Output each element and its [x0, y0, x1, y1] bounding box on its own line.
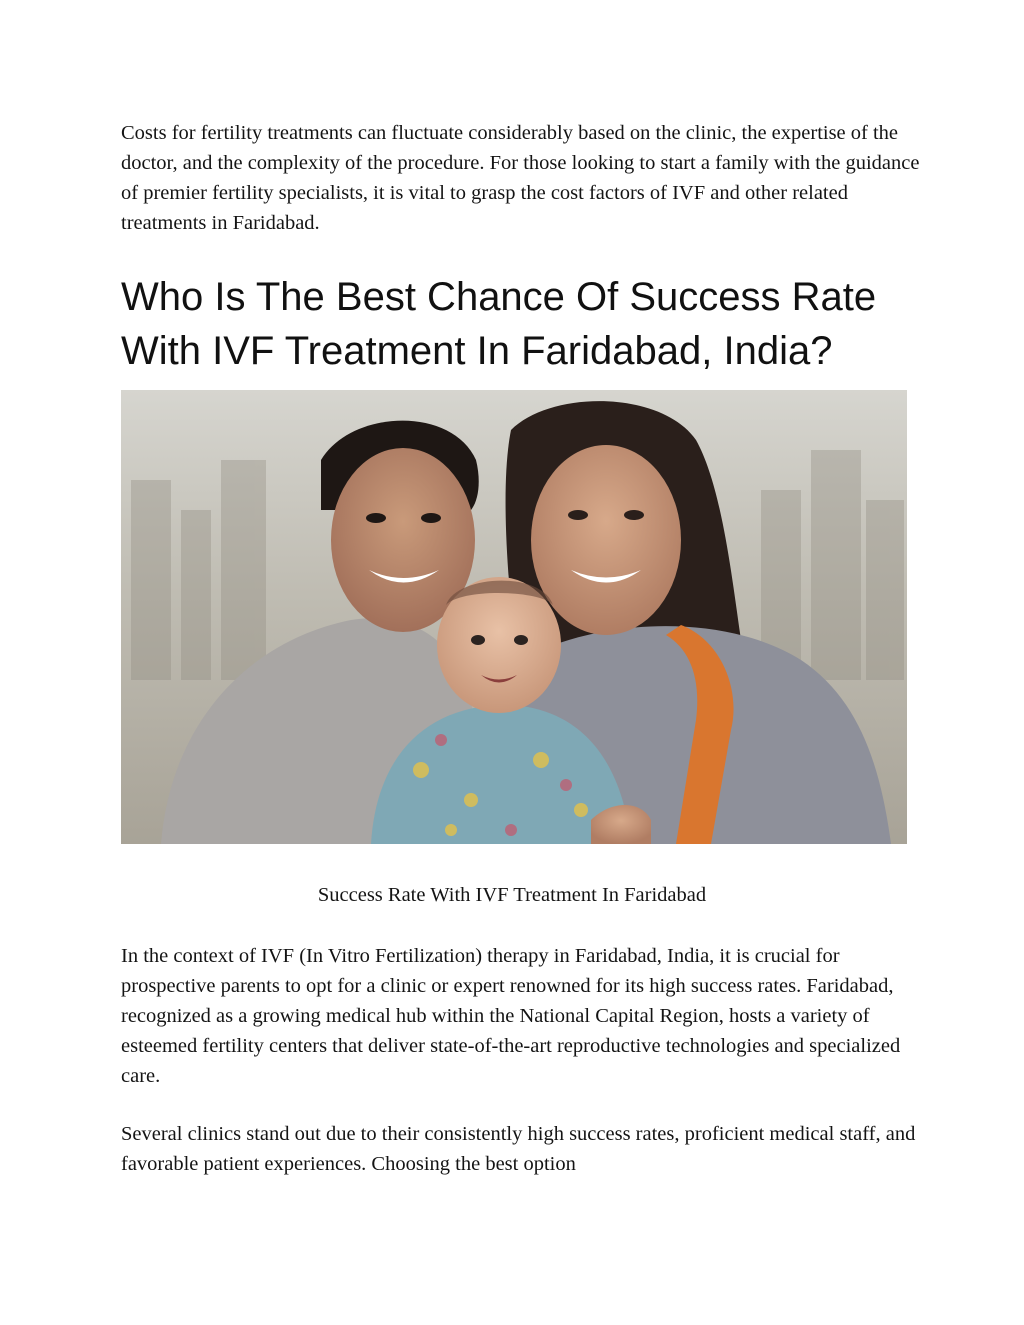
family-photo-illustration: [121, 390, 907, 844]
body-paragraph-3: Several clinics stand out due to their consistently high success rates, proficient medical staff, and favorable patient experiences. Choosing the best option: [121, 1123, 916, 1175]
image-caption: Success Rate With IVF Treatment In Faridabad: [317, 884, 707, 906]
section-heading: Who Is The Best Chance Of Success Rate With IVF Treatment In Faridabad, India?: [121, 275, 877, 373]
body-paragraph-2: In the context of IVF (In Vitro Fertilization) therapy in Faridabad, India, it is crucial for prospective parents to opt for a clinic or expert renowned for its high success rates. Faridabad, recognized as a growing medical hub within the National Capital Region, hosts a variety of esteemed fertility centers that deliver state-of-the-art reproductive technologies and specialized care.: [121, 945, 901, 1087]
family-photo: [121, 390, 907, 844]
intro-paragraph: Costs for fertility treatments can fluctuate considerably based on the clinic, the expertise of the doctor, and the complexity of the procedure. For those looking to start a family with the guidance of premier fertility specialists, it is vital to grasp the cost factors of IVF and other related treatments in Faridabad.: [121, 122, 920, 234]
